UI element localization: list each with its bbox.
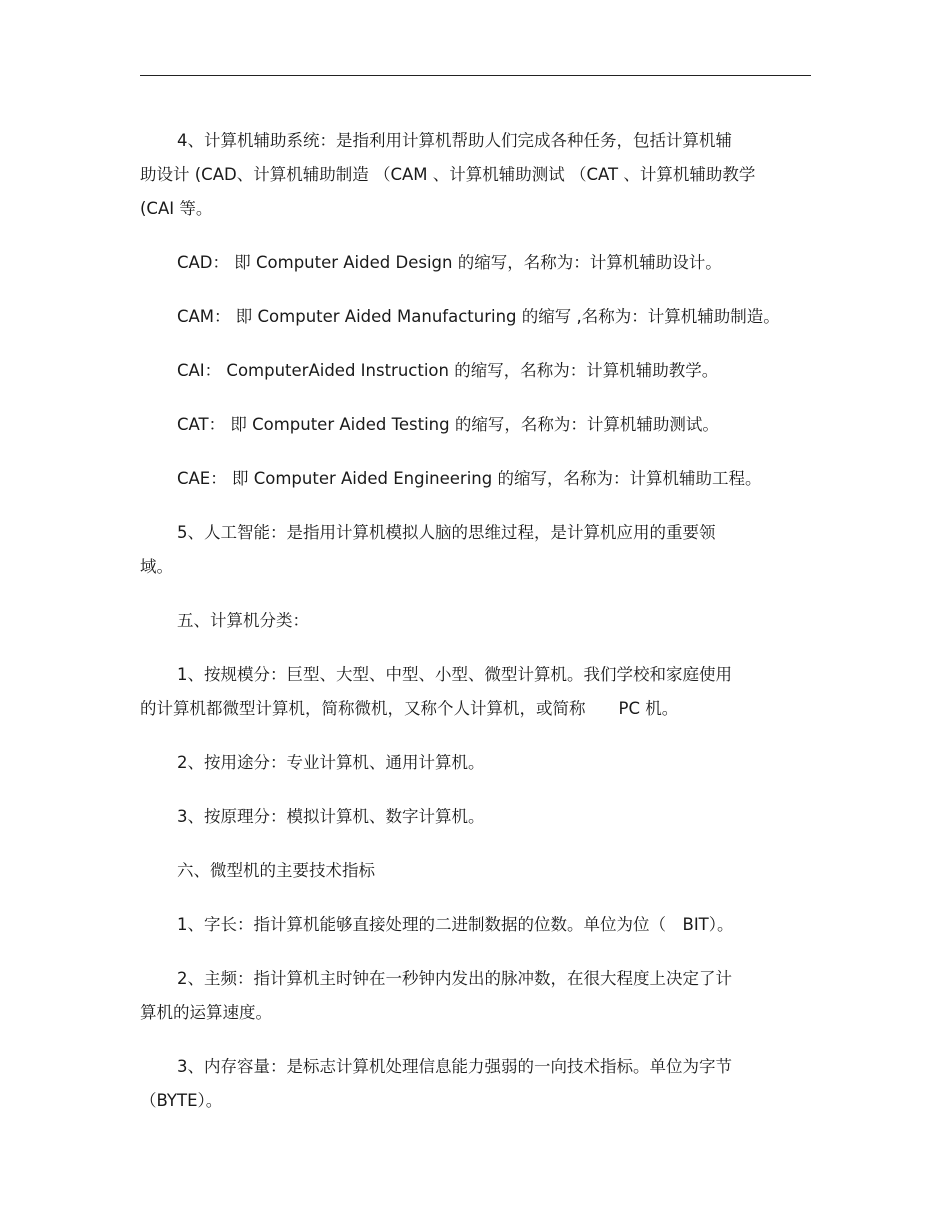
paragraph-line: CAM： 即 Computer Aided Manufacturing 的缩写 ,名称为：计算机辅助制造。: [177, 307, 780, 326]
paragraph-line: (CAI 等。: [140, 199, 213, 218]
paragraph-line: 2、按用途分：专业计算机、通用计算机。: [177, 753, 485, 772]
paragraph-memory-capacity: [140, 1050, 790, 1118]
document-body: [140, 124, 790, 1138]
paragraph-line: 5、人工智能：是指用计算机模拟人脑的思维过程，是计算机应用的重要领: [177, 523, 716, 542]
paragraph-line: 算机的运算速度。: [140, 1003, 272, 1022]
definition-cad: [140, 246, 790, 280]
paragraph-line: 的计算机都微型计算机，简称微机，又称个人计算机，或简称 PC 机。: [140, 699, 679, 718]
paragraph-line: 域。: [140, 557, 173, 576]
paragraph-by-principle: [140, 800, 790, 834]
paragraph-ai: [140, 516, 790, 584]
definition-cai: [140, 354, 790, 388]
paragraph-cad-system: [140, 124, 790, 226]
paragraph-line: 4、计算机辅助系统：是指利用计算机帮助人们完成各种任务，包括计算机辅: [177, 131, 732, 150]
section-heading: 六、微型机的主要技术指标: [177, 861, 375, 880]
paragraph-line: 3、按原理分：模拟计算机、数字计算机。: [177, 807, 485, 826]
definition-cam: [140, 300, 790, 334]
paragraph-by-purpose: [140, 746, 790, 780]
paragraph-line: （BYTE）。: [140, 1091, 223, 1110]
paragraph-by-scale: [140, 658, 790, 726]
paragraph-clock-frequency: [140, 962, 790, 1030]
section-heading-classification: [140, 604, 790, 638]
paragraph-line: CAE： 即 Computer Aided Engineering 的缩写，名称为：计算机辅助工程。: [177, 469, 762, 488]
paragraph-line: CAT： 即 Computer Aided Testing 的缩写，名称为：计算机辅助测试。: [177, 415, 719, 434]
section-heading-indicators: [140, 854, 790, 888]
definition-cat: [140, 408, 790, 442]
definition-cae: [140, 462, 790, 496]
paragraph-line: 2、主频：指计算机主时钟在一秒钟内发出的脉冲数，在很大程度上决定了计: [177, 969, 732, 988]
paragraph-line: 3、内存容量：是标志计算机处理信息能力强弱的一向技术指标。单位为字节: [177, 1057, 732, 1076]
paragraph-word-length: [140, 908, 790, 942]
paragraph-line: CAI： ComputerAided Instruction 的缩写，名称为：计算机辅助教学。: [177, 361, 719, 380]
paragraph-line: 1、字长：指计算机能够直接处理的二进制数据的位数。单位为位（ BIT）。: [177, 915, 734, 934]
header-rule: [140, 75, 811, 76]
section-heading: 五、计算机分类：: [177, 611, 309, 630]
paragraph-line: CAD： 即 Computer Aided Design 的缩写，名称为：计算机辅助设计。: [177, 253, 722, 272]
paragraph-line: 助设计 (CAD、计算机辅助制造 （CAM 、计算机辅助测试 （CAT 、计算机辅助教学: [140, 165, 756, 184]
paragraph-line: 1、按规模分：巨型、大型、中型、小型、微型计算机。我们学校和家庭使用: [177, 665, 732, 684]
